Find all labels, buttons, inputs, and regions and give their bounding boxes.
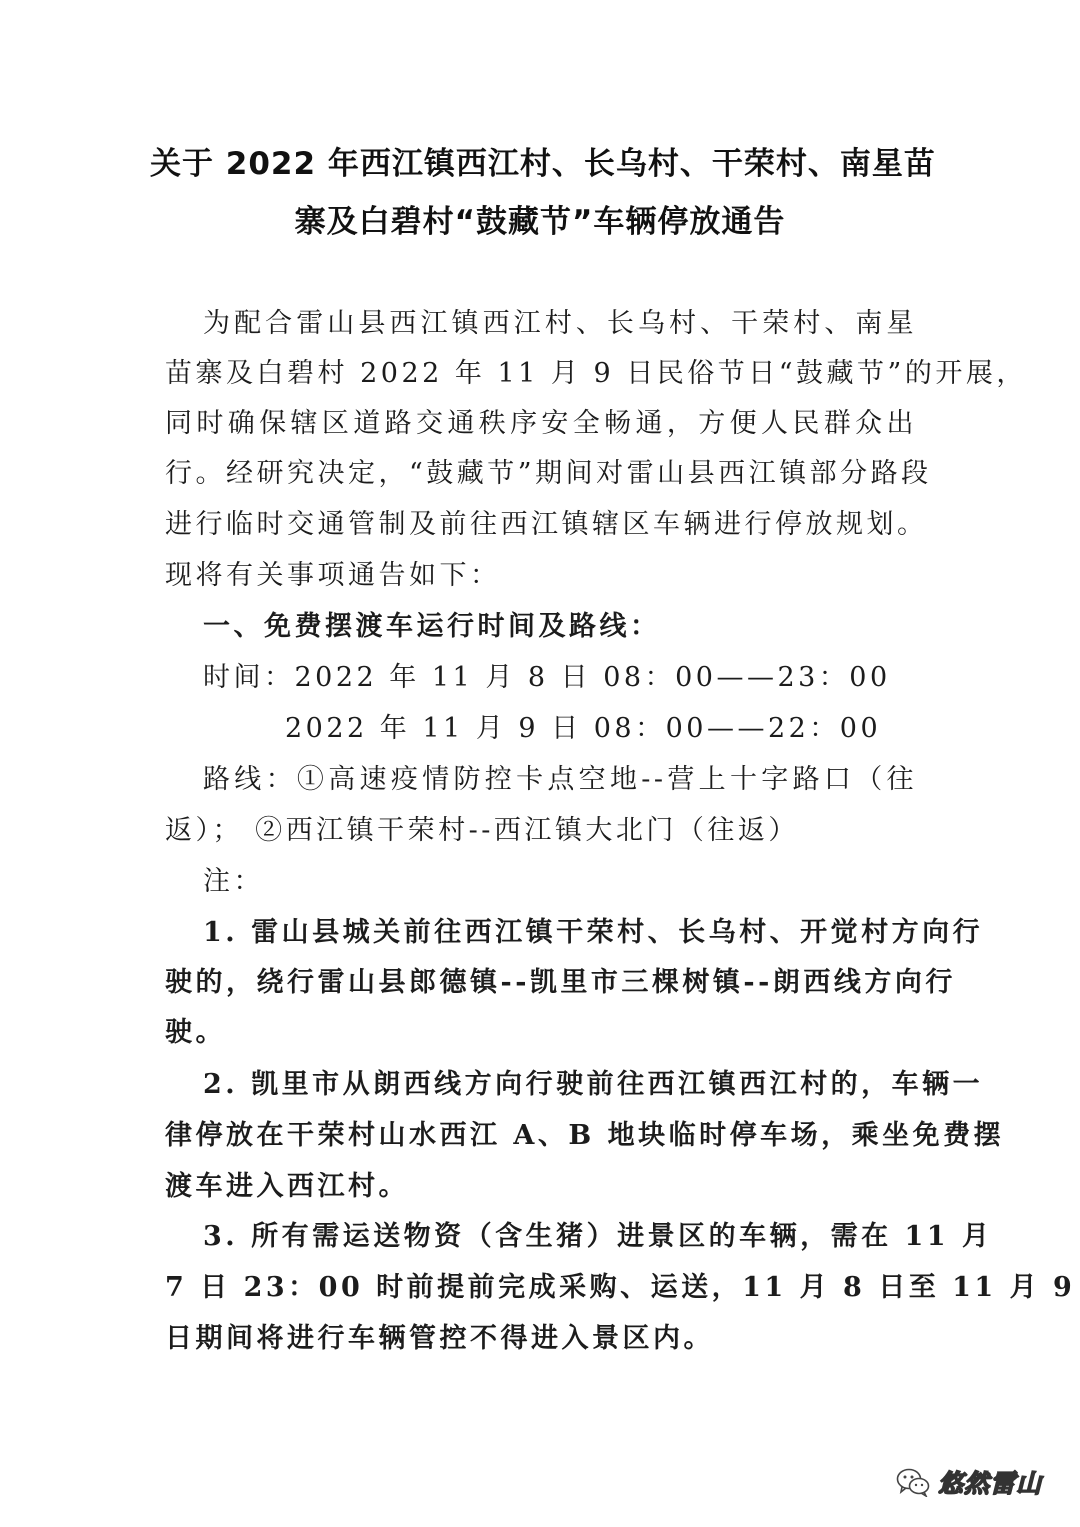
route-line: 路线：①高速疫情防控卡点空地--营上十字路口（往 xyxy=(203,764,917,795)
notice-title-line-1: 关于 2022 年西江镇西江村、长乌村、干荣村、南星苗 xyxy=(150,146,936,182)
route-line: 返）； ②西江镇干荣村--西江镇大北门（往返） xyxy=(165,815,799,846)
note-item-line: 日期间将进行车辆管控不得进入景区内。 xyxy=(165,1323,714,1354)
note-item-line: 律停放在干荣村山水西江 A、B 地块临时停车场，乘坐免费摆 xyxy=(165,1120,1005,1151)
intro-line: 现将有关事项通告如下： xyxy=(165,560,501,591)
note-item-line: 3. 所有需运送物资（含生猪）进景区的车辆，需在 11 月 xyxy=(203,1221,993,1252)
notice-title-line-2: 寨及白碧村“鼓藏节”车辆停放通告 xyxy=(294,204,786,240)
note-item-line: 1. 雷山县城关前往西江镇干荣村、长乌村、开觉村方向行 xyxy=(203,917,984,948)
intro-line: 为配合雷山县西江镇西江村、长乌村、干荣村、南星 xyxy=(203,308,917,339)
note-item-line: 7 日 23：00 时前提前完成采购、运送，11 月 8 日至 11 月 9 xyxy=(165,1272,1076,1303)
intro-line: 苗寨及白碧村 2022 年 11 月 9 日民俗节日“鼓藏节”的开展， xyxy=(165,358,1027,389)
section-heading: 一、免费摆渡车运行时间及路线： xyxy=(203,611,661,642)
note-item-line: 驶。 xyxy=(165,1017,226,1048)
intro-line: 进行临时交通管制及前往西江镇辖区车辆进行停放规划。 xyxy=(165,509,928,540)
note-item-line: 2. 凯里市从朗西线方向行驶前往西江镇西江村的，车辆一 xyxy=(203,1069,984,1100)
watermark xyxy=(896,1462,1042,1502)
note-label: 注： xyxy=(203,866,264,897)
note-item-line: 渡车进入西江村。 xyxy=(165,1171,409,1202)
wechat-icon xyxy=(896,1467,930,1497)
time-line: 时间：2022 年 11 月 8 日 08：00——23：00 xyxy=(203,662,891,693)
intro-line: 同时确保辖区道路交通秩序安全畅通，方便人民群众出 xyxy=(165,408,917,439)
time-line: 2022 年 11 月 9 日 08：00——22：00 xyxy=(285,713,882,744)
intro-line: 行。经研究决定，“鼓藏节”期间对雷山县西江镇部分路段 xyxy=(165,458,932,489)
watermark-text: 悠然雷山 xyxy=(938,1469,1043,1498)
note-item-line: 驶的，绕行雷山县郎德镇--凯里市三棵树镇--朗西线方向行 xyxy=(165,967,956,998)
